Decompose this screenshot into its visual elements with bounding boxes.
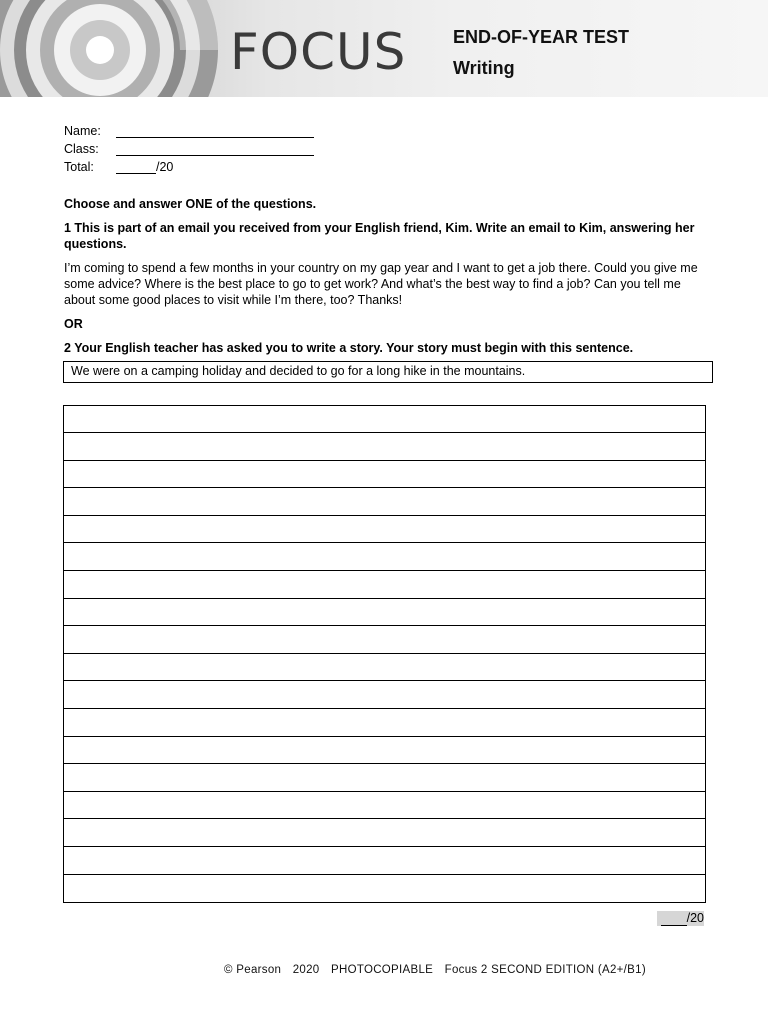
disc-graphic-icon xyxy=(0,0,220,97)
answer-line xyxy=(64,791,705,792)
class-row xyxy=(64,138,314,156)
class-label: Class: xyxy=(64,142,99,156)
answer-line xyxy=(64,874,705,875)
test-title: END-OF-YEAR TEST xyxy=(453,27,630,47)
answer-line xyxy=(64,432,705,433)
email-excerpt: I’m coming to spend a few months in your country on my gap year and I want to get a job there. Could you give me some advice? Where is the best place to go to get work? And what’s the best way to find a job? Can you tell me about some good places to visit while I’m there, too? Thanks! xyxy=(64,261,698,307)
answer-line xyxy=(64,515,705,516)
answer-line xyxy=(64,763,705,764)
score-suffix: /20 xyxy=(686,911,704,925)
story-opening-sentence: We were on a camping holiday and decided to go for a long hike in the mountains. xyxy=(63,361,713,383)
student-fields xyxy=(64,120,314,174)
answer-line xyxy=(64,708,705,709)
answer-writing-area[interactable] xyxy=(63,405,706,903)
choose-instruction: Choose and answer ONE of the questions. xyxy=(64,197,317,211)
footer-edition: Focus 2 SECOND EDITION (A2+/B1) xyxy=(444,964,646,976)
or-separator: OR xyxy=(64,317,83,331)
answer-line xyxy=(64,542,705,543)
question-2: 2 Your English teacher has asked you to write a story. Your story must begin with this sentence. xyxy=(64,341,634,355)
footer-copyright: © Pearson xyxy=(224,964,282,976)
page-footer xyxy=(0,964,768,976)
total-suffix: /20 xyxy=(156,160,174,174)
score-box xyxy=(657,911,704,926)
answer-line xyxy=(64,460,705,461)
answer-line xyxy=(64,818,705,819)
footer-year: 2020 xyxy=(292,964,320,976)
instructions xyxy=(64,196,704,356)
name-row xyxy=(64,120,314,138)
answer-line xyxy=(64,653,705,654)
answer-line xyxy=(64,846,705,847)
answer-line xyxy=(64,625,705,626)
total-row xyxy=(64,156,314,174)
footer-photocopiable: PHOTOCOPIABLE xyxy=(331,964,434,976)
name-label: Name: xyxy=(64,124,101,138)
answer-line xyxy=(64,487,705,488)
score-blank[interactable] xyxy=(661,913,687,926)
question-1: 1 This is part of an email you received from your English friend, Kim. Write an email to Kim, answering her questions. xyxy=(64,221,695,251)
total-label: Total: xyxy=(64,160,94,174)
test-subtitle: Writing xyxy=(453,58,515,78)
answer-line xyxy=(64,680,705,681)
answer-line xyxy=(64,736,705,737)
class-field[interactable] xyxy=(116,142,314,156)
focus-logo: FOCUS xyxy=(230,23,407,81)
answer-line xyxy=(64,598,705,599)
name-field[interactable] xyxy=(116,124,314,138)
total-field[interactable] xyxy=(116,160,156,174)
answer-line xyxy=(64,570,705,571)
page-header xyxy=(0,0,768,97)
